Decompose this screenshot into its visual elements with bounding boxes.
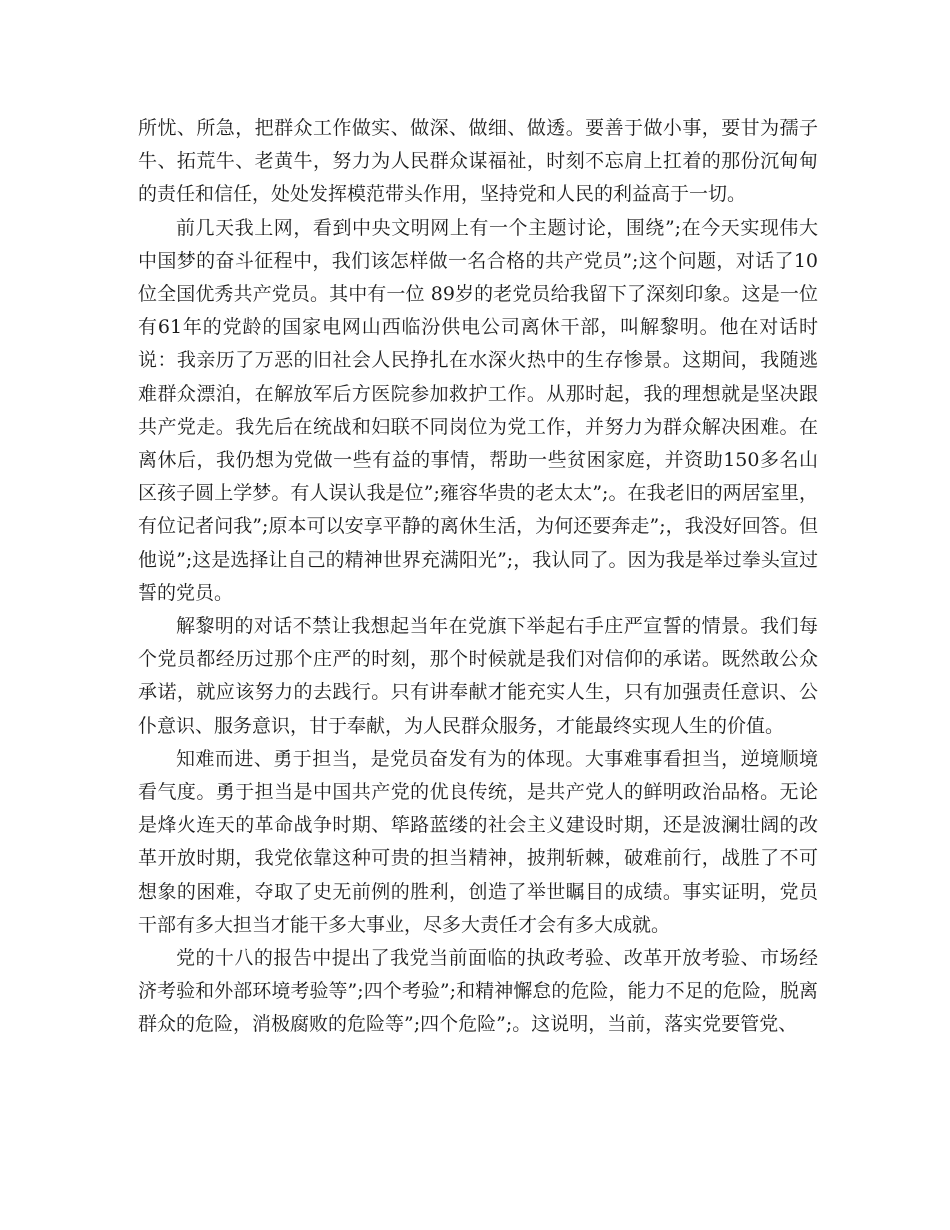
paragraph-online-discussion: 前几天我上网，看到中央文明网上有一个主题讨论，围绕”;在今天实现伟大中国梦的奋斗征程中，我们该怎样做一名合格的共产党员”;这个问题，对话了10位全国优秀共产党员。其中有一位 89岁的老党员给我留下了深刻印象。这是一位有61年的党龄的国家电网山西临汾供电公司离休干部，叫解黎明。他在对话时说：我亲历了万恶的旧社会人民挣扎在水深火热中的生存惨景。这期间，我随逃难群众漂泊，在解放军后方医院参加救护工作。从那时起，我的理想就是坚决跟共产党走。我先后在统战和妇联不同岗位为党工作，并努力为群众解决困难。在离休后，我仍想为党做一些有益的事情，帮助一些贫困家庭，并资助150多名山区孩子圆上学梦。有人误认我是位”;雍容华贵的老太太”;。在我老旧的两居室里，有位记者问我”;原本可以安享平静的离休生活，为何还要奔走”;，我没好回答。但他说”;这是选择让自己的精神世界充满阳光”;，我认同了。因为我是举过拳头宣过誓的党员。	[138, 216, 818, 604]
paragraph-oath-reflection: 解黎明的对话不禁让我想起当年在党旗下举起右手庄严宣誓的情景。我们每个党员都经历过那个庄严的时刻，那个时候就是我们对信仰的承诺。既然敢公众承诺，就应该努力的去践行。只有讲奉献才能充实人生，只有加强责任意识、公仆意识、服务意识，甘于奉献，为人民群众服务，才能最终实现人生的价值。	[138, 615, 818, 737]
paragraph-continuation: 所忧、所急，把群众工作做实、做深、做细、做透。要善于做小事，要甘为孺子牛、拓荒牛、老黄牛，努力为人民群众谋福祉，时刻不忘肩上扛着的那份沉甸甸的责任和信任，处处发挥模范带头作用，坚持党和人民的利益高于一切。	[138, 117, 818, 206]
paragraph-responsibility: 知难而进、勇于担当，是党员奋发有为的体现。大事难事看担当，逆境顺境看气度。勇于担当是中国共产党的优良传统，是共产党人的鲜明政治品格。无论是烽火连天的革命战争时期、筚路蓝缕的社会主义建设时期，还是波澜壮阔的改革开放时期，我党依靠这种可贵的担当精神，披荆斩棘，破难前行，战胜了不可想象的困难，夺取了史无前例的胜利，创造了举世瞩目的成绩。事实证明，党员干部有多大担当才能干多大事业，尽多大责任才会有多大成就。	[138, 747, 818, 936]
document-body	[138, 112, 818, 1042]
paragraph-party-report: 党的十八的报告中提出了我党当前面临的执政考验、改革开放考验、市场经济考验和外部环境考验等”;四个考验”;和精神懈怠的危险，能力不足的危险，脱离群众的危险，消极腐败的危险等”;四个危险”;。这说明，当前，落实党要管党、	[138, 947, 818, 1036]
